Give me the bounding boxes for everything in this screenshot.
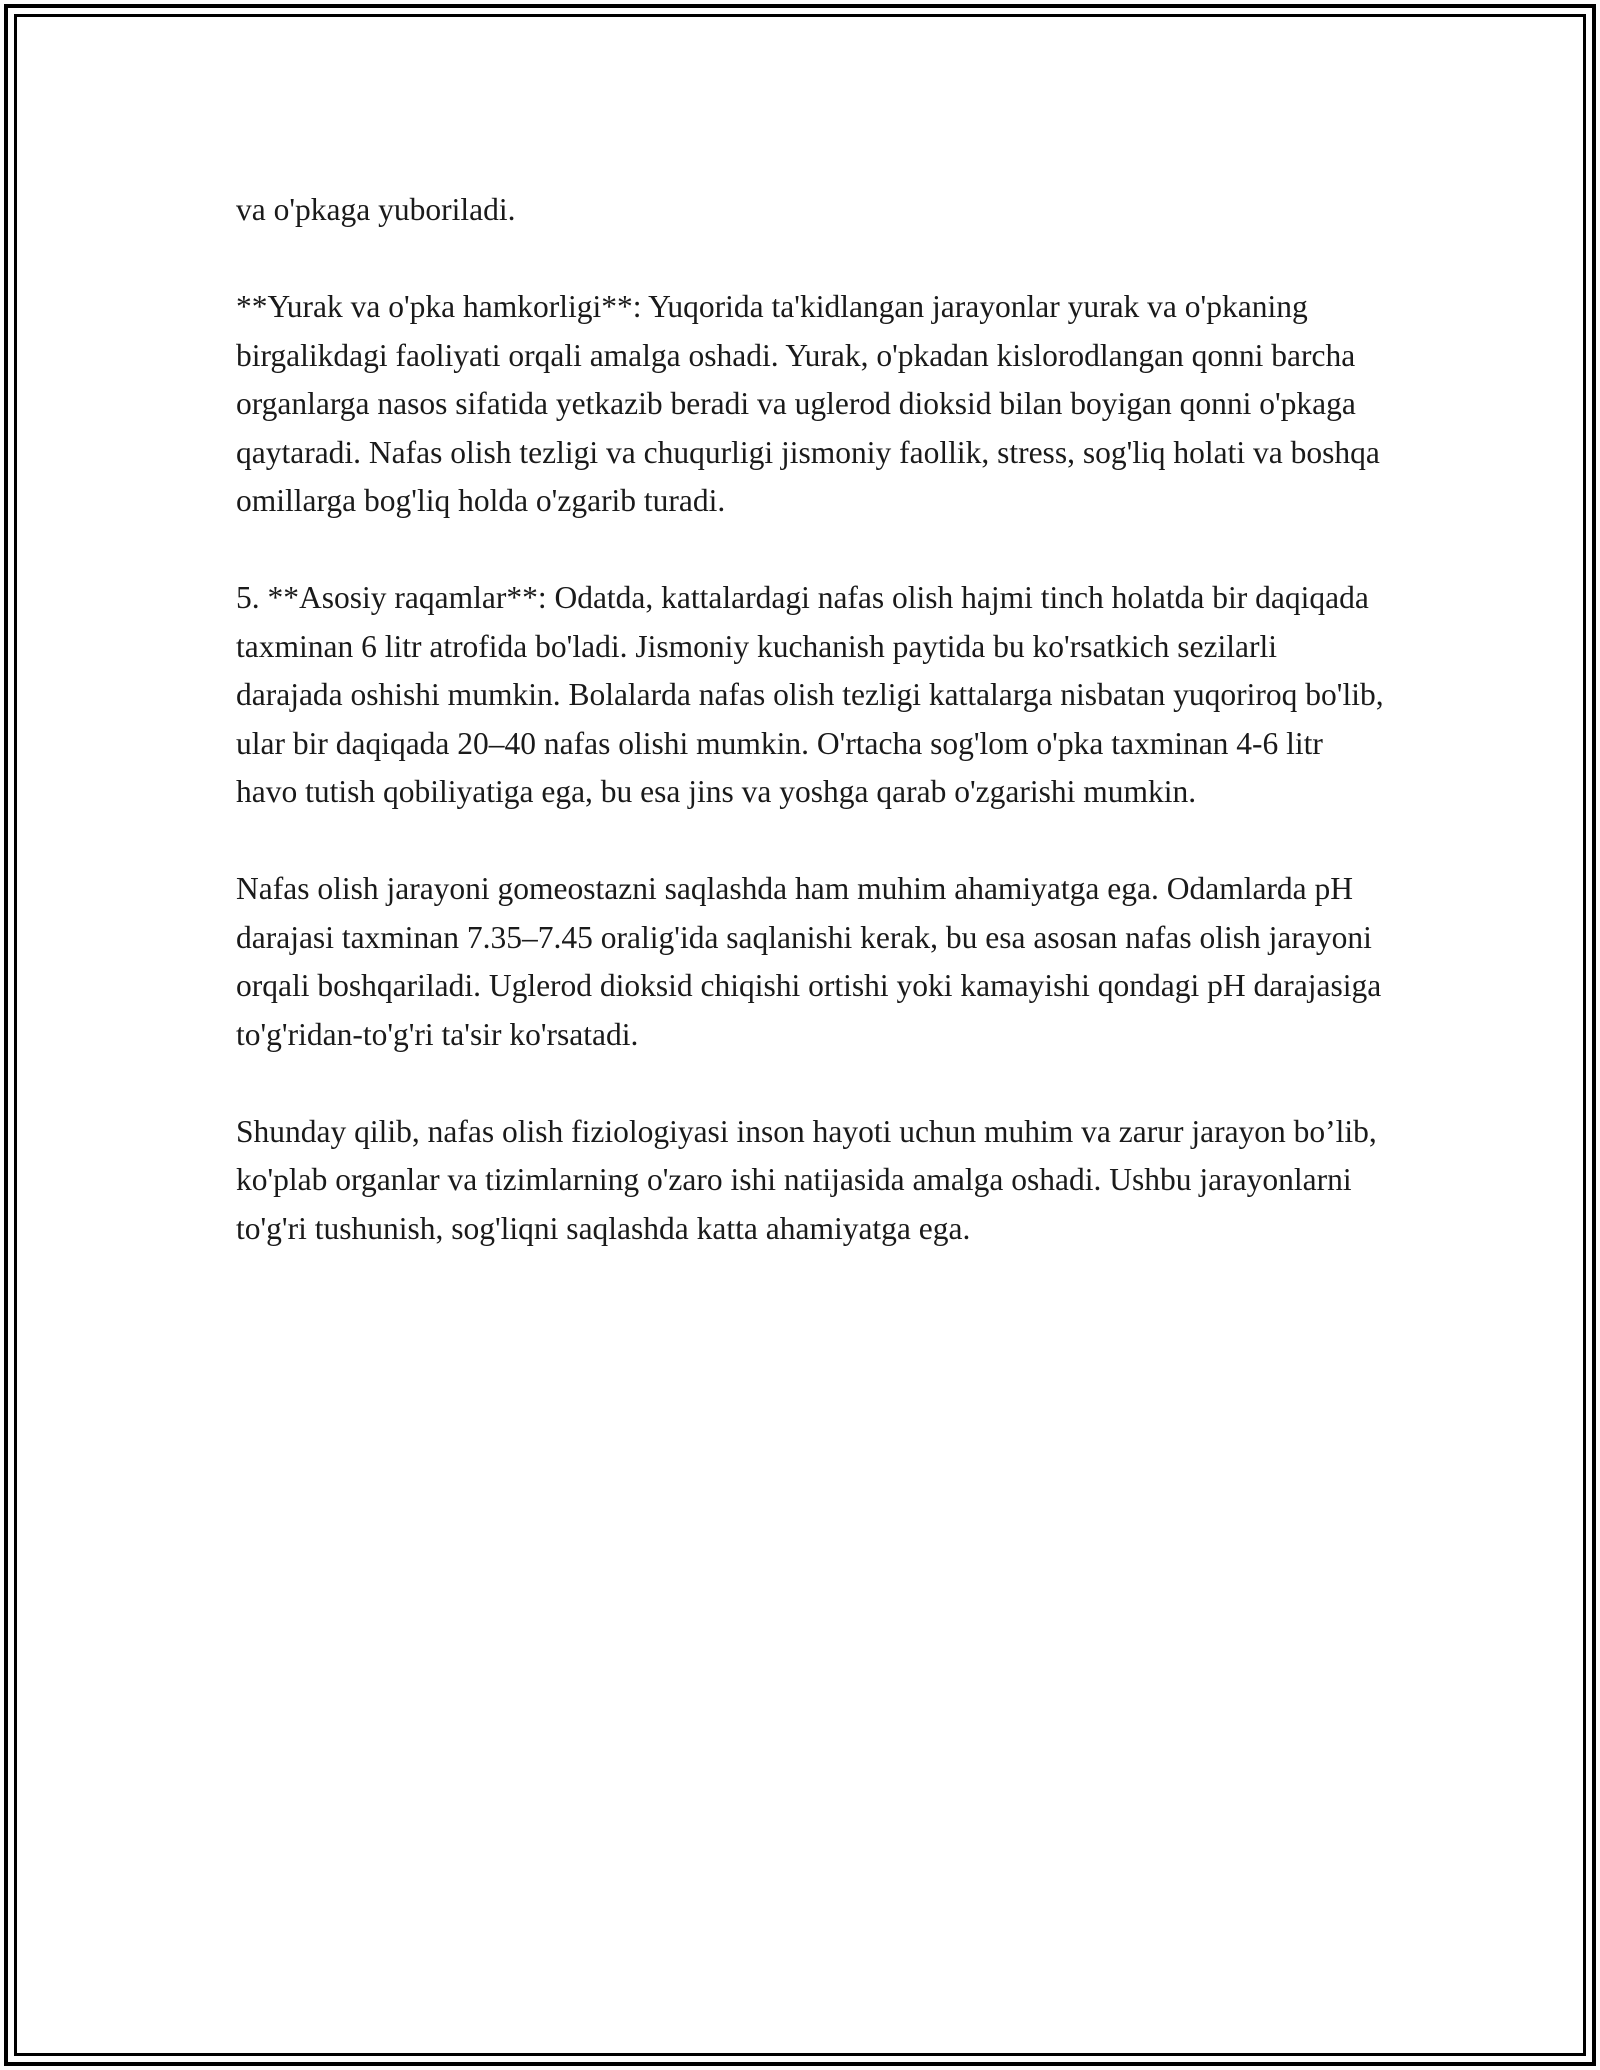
paragraph-key-numbers: 5. **Asosiy raqamlar**: Odatda, kattalardagi nafas olish hajmi tinch holatda bir daqiqada taxminan 6 litr atrofida bo'ladi. Jismoniy kuchanish paytida bu ko'rsatkich sezilarli darajada oshishi mumkin. Bolalarda nafas olish tezligi kattalarga nisbatan yuqoriroq bo'lib, ular bir daqiqada 20–40 nafas olishi mumkin. O'rtacha sog'lom o'pka taxminan 4-6 litr havo tutish qobiliyatiga ega, bu esa jins va yoshga qarab o'zgarishi mumkin. bbox=[236, 580, 1384, 809]
paragraph-heart-lung-cooperation: **Yurak va o'pka hamkorligi**: Yuqorida ta'kidlangan jarayonlar yurak va o'pkaning birgalikdagi faoliyati orqali amalga oshadi. Yurak, o'pkadan kislorodlangan qonni barcha organlarga nasos sifatida yetkazib beradi va uglerod dioksid bilan boyigan qonni o'pkaga qaytaradi. Nafas olish tezligi va chuqurligi jismoniy faollik, stress, sog'liq holati va boshqa omillarga bog'liq holda o'zgarib turadi. bbox=[236, 289, 1380, 518]
document-body bbox=[236, 186, 1386, 1302]
paragraph-conclusion: Shunday qilib, nafas olish fiziologiyasi inson hayoti uchun muhim va zarur jarayon bo’lib, ko'plab organlar va tizimlarning o'zaro ishi natijasida amalga oshadi. Ushbu jarayonlarni to'g'ri tushunish, sog'liqni saqlashda katta ahamiyatga ega. bbox=[236, 1113, 1377, 1246]
paragraph-homeostasis: Nafas olish jarayoni gomeostazni saqlashda ham muhim ahamiyatga ega. Odamlarda pH darajasi taxminan 7.35–7.45 oralig'ida saqlanishi kerak, bu esa asosan nafas olish jarayoni orqali boshqariladi. Uglerod dioksid chiqishi ortishi yoki kamayishi qondagi pH darajasiga to'g'ridan-to'g'ri ta'sir ko'rsatadi. bbox=[236, 871, 1382, 1052]
paragraph-continuation: va o'pkaga yuboriladi. bbox=[236, 192, 516, 227]
